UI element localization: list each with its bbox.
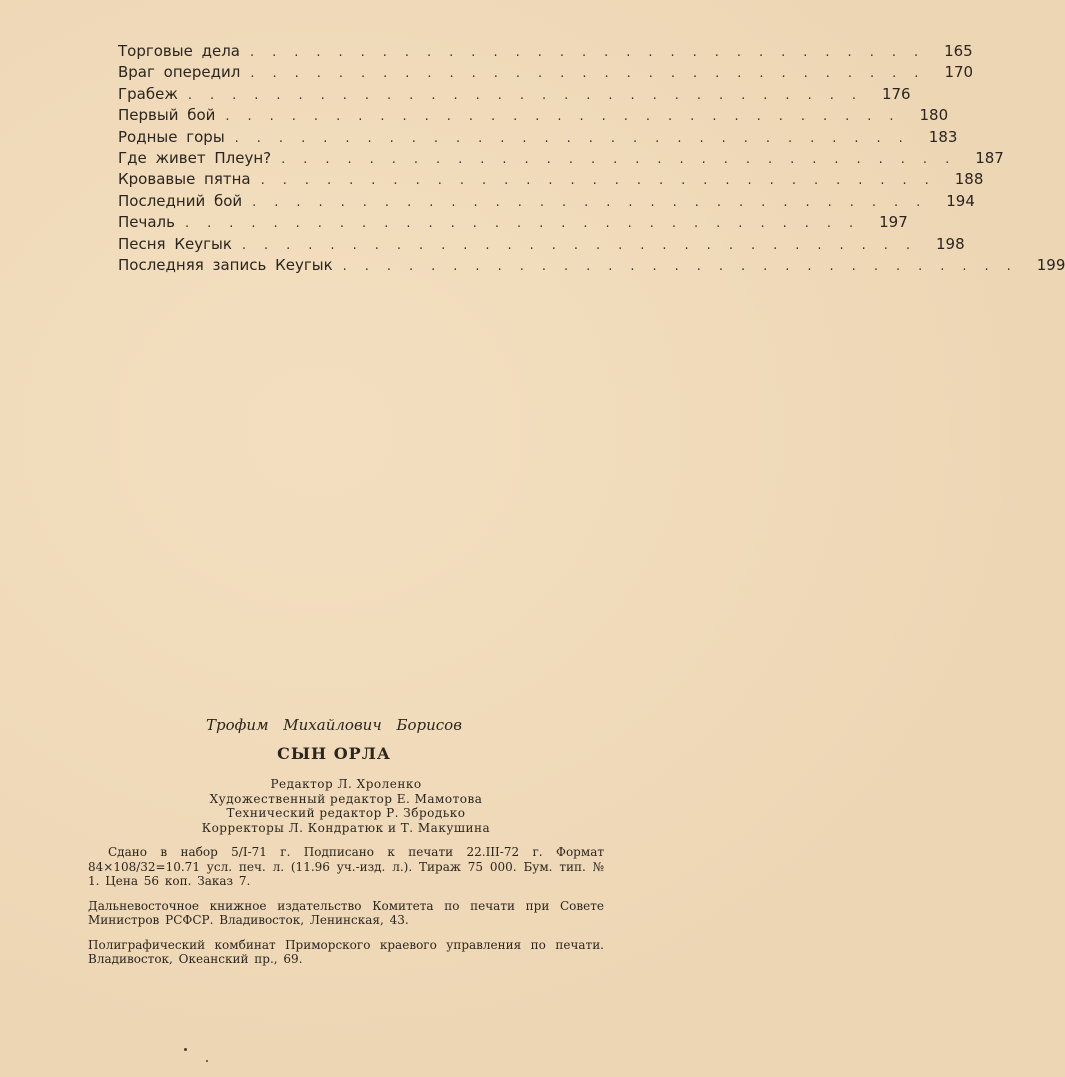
paper-speck [206, 1060, 208, 1062]
toc-entry [118, 84, 911, 106]
toc-dot-leader: ............................... [281, 151, 968, 167]
toc-entry-title: Где живет Плеун? [118, 148, 272, 167]
paper-speck [184, 1048, 187, 1051]
toc-entry [118, 191, 975, 213]
tech-editor-line: Технический редактор Р. Збродько [226, 806, 466, 820]
toc-entry [118, 106, 949, 127]
toc-entry-title: Родные горы [118, 127, 225, 146]
toc-entry-title: Враг опередил [118, 63, 241, 82]
credits [88, 777, 604, 835]
editor-line: Редактор Л. Хроленко [270, 777, 422, 791]
publisher-info: Дальневосточное книжное издательство Комитета по печати при Совете Министров РСФСР. Владивосток, Ленинская, 43. [88, 898, 604, 927]
toc-entry [118, 42, 973, 63]
toc-entry [118, 127, 958, 149]
toc-entry-title: Грабеж [118, 84, 178, 103]
toc-entry-page: 187 [975, 148, 1004, 167]
toc-entry-title: Последняя запись Кеугык [118, 255, 333, 274]
toc-entry-page: 197 [879, 213, 908, 232]
table-of-contents [118, 42, 1065, 277]
toc-entry-title: Печаль [118, 213, 175, 232]
toc-entry [118, 148, 1004, 170]
imprint-block [88, 716, 604, 967]
author-name: Трофим Михайлович Борисов [206, 716, 462, 734]
toc-entry-page: 176 [881, 84, 911, 103]
toc-entry-title: Последний бой [118, 191, 243, 210]
toc-entry-page: 180 [919, 106, 949, 125]
printer-info: Полиграфический комбинат Приморского краевого управления по печати. Владивосток, Океанский пр., 69. [88, 937, 604, 966]
toc-entry-page: 198 [936, 234, 965, 253]
toc-entry [118, 170, 984, 191]
toc-entry-title: Первый бой [118, 106, 216, 125]
toc-dot-leader: ............................... [234, 130, 921, 146]
toc-entry [118, 213, 908, 234]
toc-entry [118, 255, 1065, 277]
toc-entry-page: 199 [1036, 255, 1065, 274]
toc-dot-leader: ............................... [225, 109, 912, 125]
print-details: Сдано в набор 5/I-71 г. Подписано к печати 22.III-72 г. Формат 84×108/32=10.71 усл. печ. л. (11.96 уч.-изд. л.). Тираж 75 000. Бум. тип. № 1. Цена 56 коп. Заказ 7. [88, 845, 604, 888]
toc-entry [118, 63, 974, 84]
toc-dot-leader: ............................... [250, 66, 937, 82]
toc-entry-page: 188 [954, 170, 984, 189]
toc-entry-page: 165 [944, 42, 973, 60]
book-title: СЫН ОРЛА [277, 744, 391, 763]
toc-entry-page: 194 [946, 191, 975, 210]
toc-dot-leader: ............................... [249, 45, 937, 60]
toc-dot-leader: ............................... [252, 194, 939, 210]
toc-dot-leader: ............................... [342, 258, 1029, 274]
toc-dot-leader: ............................... [187, 87, 874, 103]
toc-entry-page: 170 [944, 63, 974, 82]
art-editor-line: Художественный редактор Е. Мамотова [209, 791, 483, 806]
proofreaders-line: Корректоры Л. Кондратюк и Т. Макушина [201, 820, 491, 835]
toc-entry-title: Торговые дела [118, 42, 240, 60]
toc-dot-leader: ............................... [241, 237, 929, 253]
toc-entry-title: Кровавые пятна [118, 170, 251, 189]
toc-dot-leader: ............................... [260, 173, 947, 189]
toc-entry-page: 183 [928, 127, 958, 146]
toc-dot-leader: ............................... [185, 216, 872, 232]
toc-entry-title: Песня Кеугык [118, 234, 232, 253]
toc-entry [118, 234, 965, 256]
